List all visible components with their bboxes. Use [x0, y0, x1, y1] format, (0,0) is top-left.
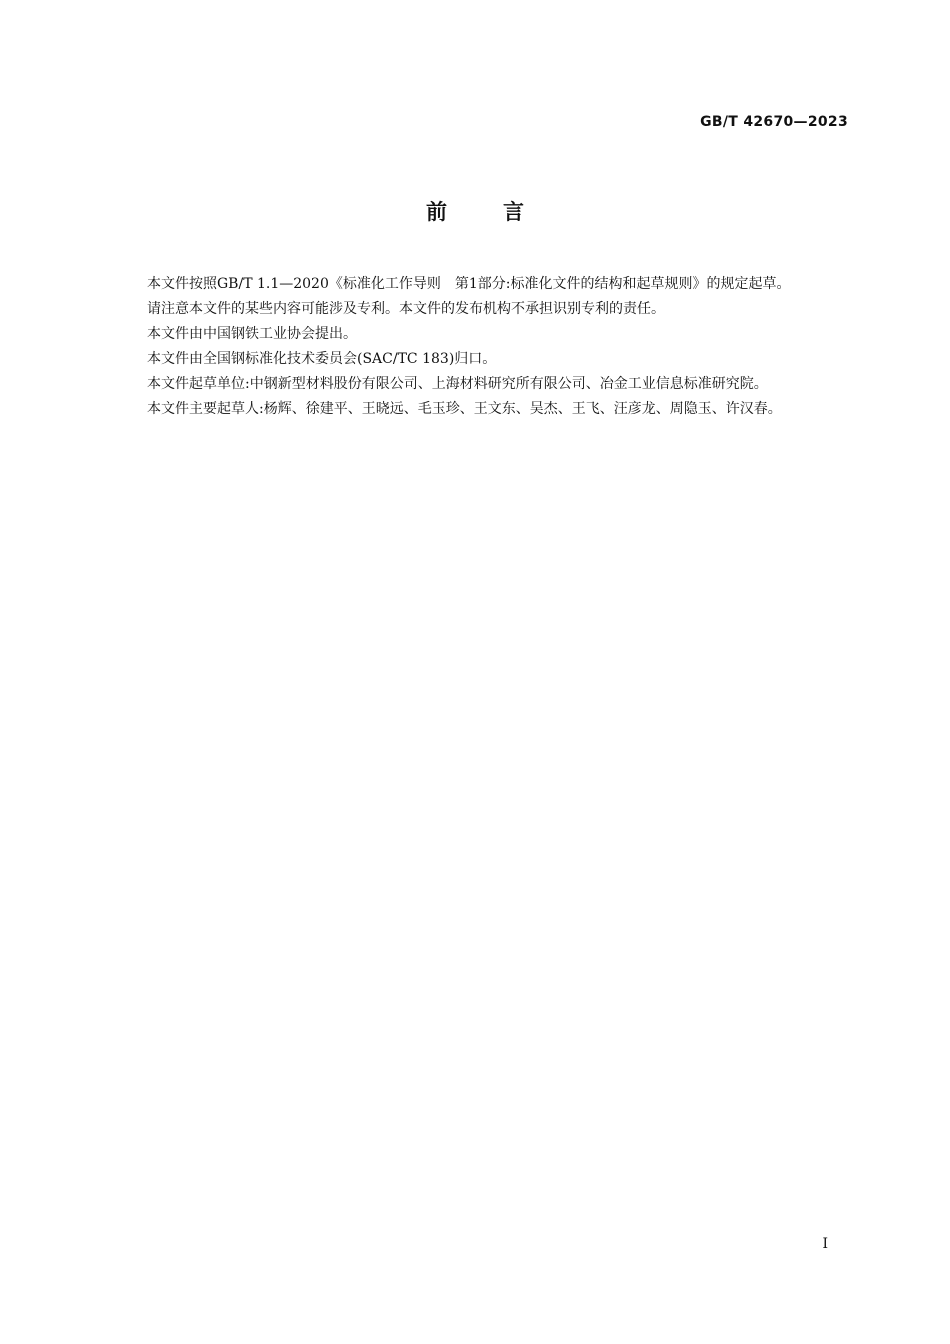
paragraph-patent-notice: 请注意本文件的某些内容可能涉及专利。本文件的发布机构不承担识别专利的责任。: [147, 301, 665, 317]
paragraph-proposed-by: 本文件由中国钢铁工业协会提出。: [147, 326, 357, 342]
foreword-body: [114, 272, 849, 422]
paragraph-drafting-rules: 本文件按照GB/T 1.1—2020《标准化工作导则 第1部分:标准化文件的结构和起草规则》的规定起草。: [147, 276, 791, 292]
paragraph-centralized-by: 本文件由全国钢标准化技术委员会(SAC/TC 183)归口。: [147, 351, 497, 367]
paragraph-drafters: 本文件主要起草人:杨辉、徐建平、王晓远、毛玉珍、王文东、吴杰、王飞、汪彦龙、周隐玉、许汉春。: [147, 401, 782, 417]
page-number: I: [822, 1236, 828, 1252]
page-title: 前言: [426, 200, 580, 224]
paragraph-drafting-organizations: 本文件起草单位:中钢新型材料股份有限公司、上海材料研究所有限公司、冶金工业信息标准研究院。: [147, 376, 768, 392]
standard-number: GB/T 42670—2023: [700, 114, 848, 130]
